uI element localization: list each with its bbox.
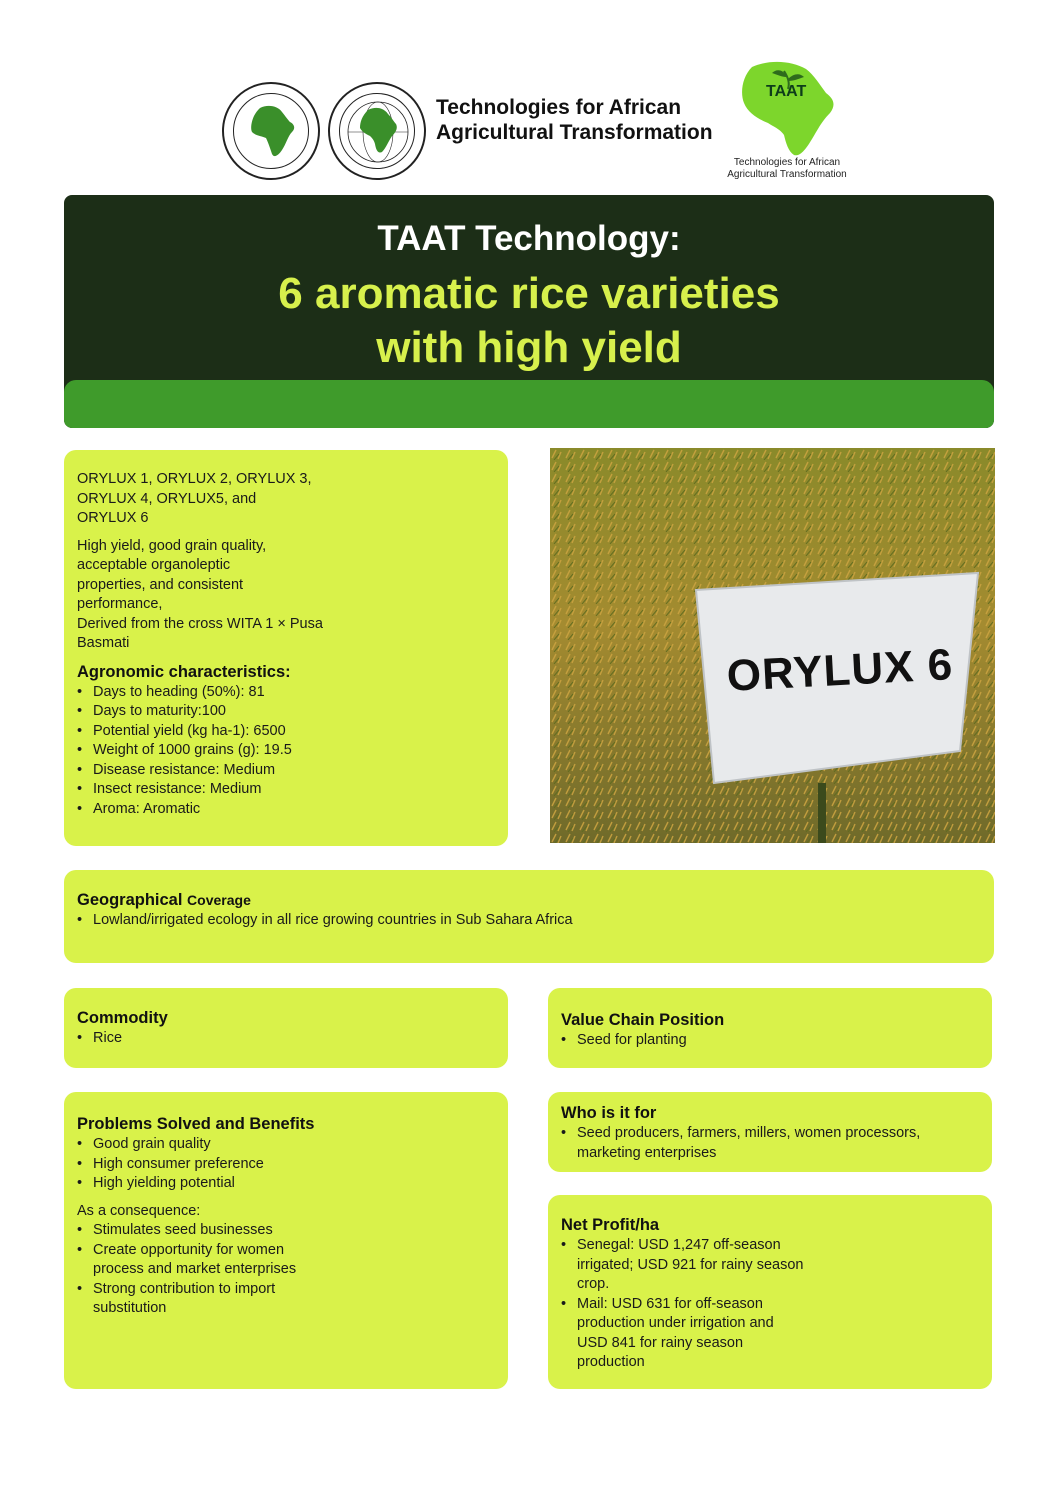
list-item: • High consumer preference	[77, 1155, 495, 1175]
taat-logo-text: TAAT	[766, 83, 807, 100]
list-item: • Rice	[77, 1029, 495, 1049]
problems-list	[77, 1135, 495, 1194]
list-item: • Create opportunity for women process and market enterprises	[77, 1241, 327, 1280]
taat-logo	[722, 55, 852, 180]
commodity-list	[77, 1029, 495, 1049]
list-item: • Weight of 1000 grains (g): 19.5	[77, 741, 495, 761]
intro-box	[64, 450, 508, 846]
taat-logo-caption-line1: Technologies for African	[733, 157, 841, 168]
geo-heading-main: Geographical	[77, 891, 183, 909]
geo-list	[77, 911, 981, 931]
list-item: • Days to heading (50%): 81	[77, 683, 495, 703]
org-name-line2: Agricultural Transformation	[436, 121, 713, 144]
rice-field-photo	[550, 448, 995, 843]
list-item: • Strong contribution to import substitution	[77, 1280, 327, 1319]
value-chain-list	[561, 1031, 979, 1051]
list-item: • Seed producers, farmers, millers, women processors, marketing enterprises	[561, 1124, 971, 1163]
african-development-fund-seal	[328, 82, 426, 180]
banner-green-strip	[64, 380, 994, 428]
origin-text: Derived from the cross WITA 1 × Pusa Basmati	[77, 615, 323, 651]
page-title	[64, 267, 994, 375]
list-item: • Seed for planting	[561, 1031, 979, 1051]
problems-solved-box	[64, 1092, 508, 1389]
who-is-it-for-box	[548, 1092, 992, 1172]
who-list	[561, 1124, 971, 1163]
agronomic-list	[77, 683, 495, 820]
value-chain-box	[548, 988, 992, 1068]
geographical-coverage-box	[64, 870, 994, 963]
profit-list	[561, 1236, 831, 1373]
varieties-text: ORYLUX 1, ORYLUX 2, ORYLUX 3, ORYLUX 4, ORYLUX5, and ORYLUX 6	[77, 471, 312, 526]
list-item: • Stimulates seed businesses	[77, 1221, 327, 1241]
list-item: • Disease resistance: Medium	[77, 761, 495, 781]
list-item: • Mail: USD 631 for off-season production under irrigation and USD 841 for rainy season production	[561, 1295, 807, 1373]
problems-heading: Problems Solved and Benefits	[77, 1115, 315, 1133]
list-item: • Senegal: USD 1,247 off-season irrigated; USD 921 for rainy season crop.	[561, 1236, 831, 1295]
list-item: • High yielding potential	[77, 1174, 495, 1194]
title-line2: with high yield	[376, 323, 682, 372]
title-line1: 6 aromatic rice varieties	[278, 269, 780, 318]
taat-logo-caption-line2: Agricultural Transformation	[727, 169, 847, 180]
list-item: • Lowland/irrigated ecology in all rice growing countries in Sub Sahara Africa	[77, 911, 981, 931]
banner-kicker: TAAT Technology:	[377, 219, 681, 258]
agronomic-heading: Agronomic characteristics:	[77, 662, 291, 681]
commodity-box	[64, 988, 508, 1068]
geo-heading	[77, 890, 981, 911]
description-text: High yield, good grain quality, acceptable organoleptic properties, and consistent performance,	[77, 537, 267, 612]
profit-heading: Net Profit/ha	[561, 1216, 660, 1234]
sign-label: ORYLUX 6	[725, 640, 955, 701]
list-item: • Potential yield (kg ha-1): 6500	[77, 722, 495, 742]
geo-heading-small: Coverage	[187, 892, 251, 908]
list-item: • Days to maturity:100	[77, 702, 495, 722]
consequence-list	[77, 1221, 327, 1319]
list-item: • Good grain quality	[77, 1135, 495, 1155]
consequence-label: As a consequence:	[77, 1202, 201, 1219]
commodity-heading: Commodity	[77, 1009, 168, 1027]
value-chain-heading: Value Chain Position	[561, 1011, 725, 1029]
african-development-bank-seal	[222, 82, 320, 180]
list-item: • Aroma: Aromatic	[77, 800, 495, 820]
title-banner	[64, 195, 994, 428]
list-item: • Insect resistance: Medium	[77, 780, 495, 800]
net-profit-box	[548, 1195, 992, 1389]
org-name-line1: Technologies for African	[436, 96, 682, 119]
who-heading: Who is it for	[561, 1104, 657, 1122]
